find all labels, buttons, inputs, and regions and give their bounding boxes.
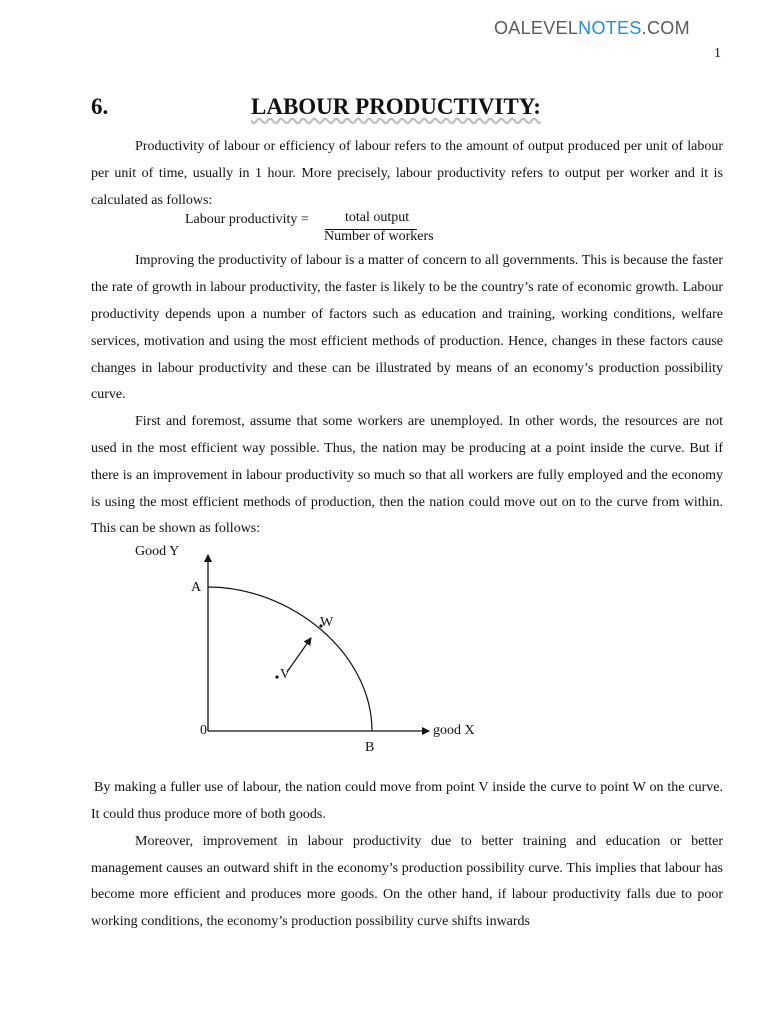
- section-number: 6.: [91, 94, 109, 119]
- site-brand: [494, 18, 690, 39]
- point-b-label: B: [365, 740, 375, 756]
- x-axis-label: good X: [433, 723, 475, 739]
- paragraph-shift: Moreover, improvement in labour productivity due to better training and education or better management causes an outward shift in the economy’s production possibility curve. This implies that labour has become more efficient and produces more goods. On the other hand, if labour productivity falls due to poor working conditions, the economy’s production possibility curve shifts inwards: [91, 833, 723, 930]
- page-number: 1: [714, 46, 721, 61]
- paragraph-definition: Productivity of labour or efficiency of labour refers to the amount of output produced per unit of labour per unit of time, usually in 1 hour. More precisely, labour productivity refers to output per worker and it is calculated as follows:: [91, 139, 723, 208]
- formula-denominator: Number of workers: [324, 229, 434, 245]
- ppc-diagram: [91, 543, 723, 775]
- paragraph-movement: By making a fuller use of labour, the nation could move from point V inside the curve to point W on the curve. It could thus produce more of both goods.: [91, 780, 723, 822]
- brand-part-3: .COM: [641, 18, 690, 38]
- origin-label: 0: [200, 723, 207, 739]
- section-title: LABOUR PRODUCTIVITY:: [251, 94, 541, 119]
- y-axis-label: Good Y: [135, 544, 180, 560]
- point-a-label: A: [191, 580, 202, 596]
- brand-part-2: NOTES: [578, 18, 642, 38]
- movement-arrow: [287, 638, 311, 672]
- point-v-label: V: [280, 667, 291, 683]
- formula-numerator: total output: [325, 207, 417, 230]
- point-w-label: W: [320, 615, 334, 631]
- paragraph-unemployment: First and foremost, assume that some workers are unemployed. In other words, the resources are not used in the most efficient way possible. Thus, the nation may be producing at a point inside the curve. But if there is an improvement in labour productivity so much so that all workers are fully employed and the economy is using the most efficient methods of production, then the nation could move out on to the curve from within. This can be shown as follows:: [91, 414, 723, 537]
- point-v-dot: [275, 676, 278, 679]
- ppc-diagram-svg: [91, 543, 723, 775]
- production-possibility-curve: [208, 587, 372, 731]
- paragraph-importance: Improving the productivity of labour is a matter of concern to all governments. This is because the faster the rate of growth in labour productivity, the faster is likely to be the country’s rate of economic growth. Labour productivity depends upon a number of factors such as education and training, working conditions, welfare services, motivation and using the most efficient methods of production. Hence, changes in these factors cause changes in labour productivity and these can be illustrated by means of an economy’s production possibility curve.: [91, 253, 723, 403]
- document-body: [91, 134, 723, 936]
- productivity-formula: [91, 210, 723, 248]
- section-heading: [91, 94, 723, 128]
- formula-label: Labour productivity =: [185, 212, 309, 228]
- brand-part-1: OALEVEL: [494, 18, 579, 38]
